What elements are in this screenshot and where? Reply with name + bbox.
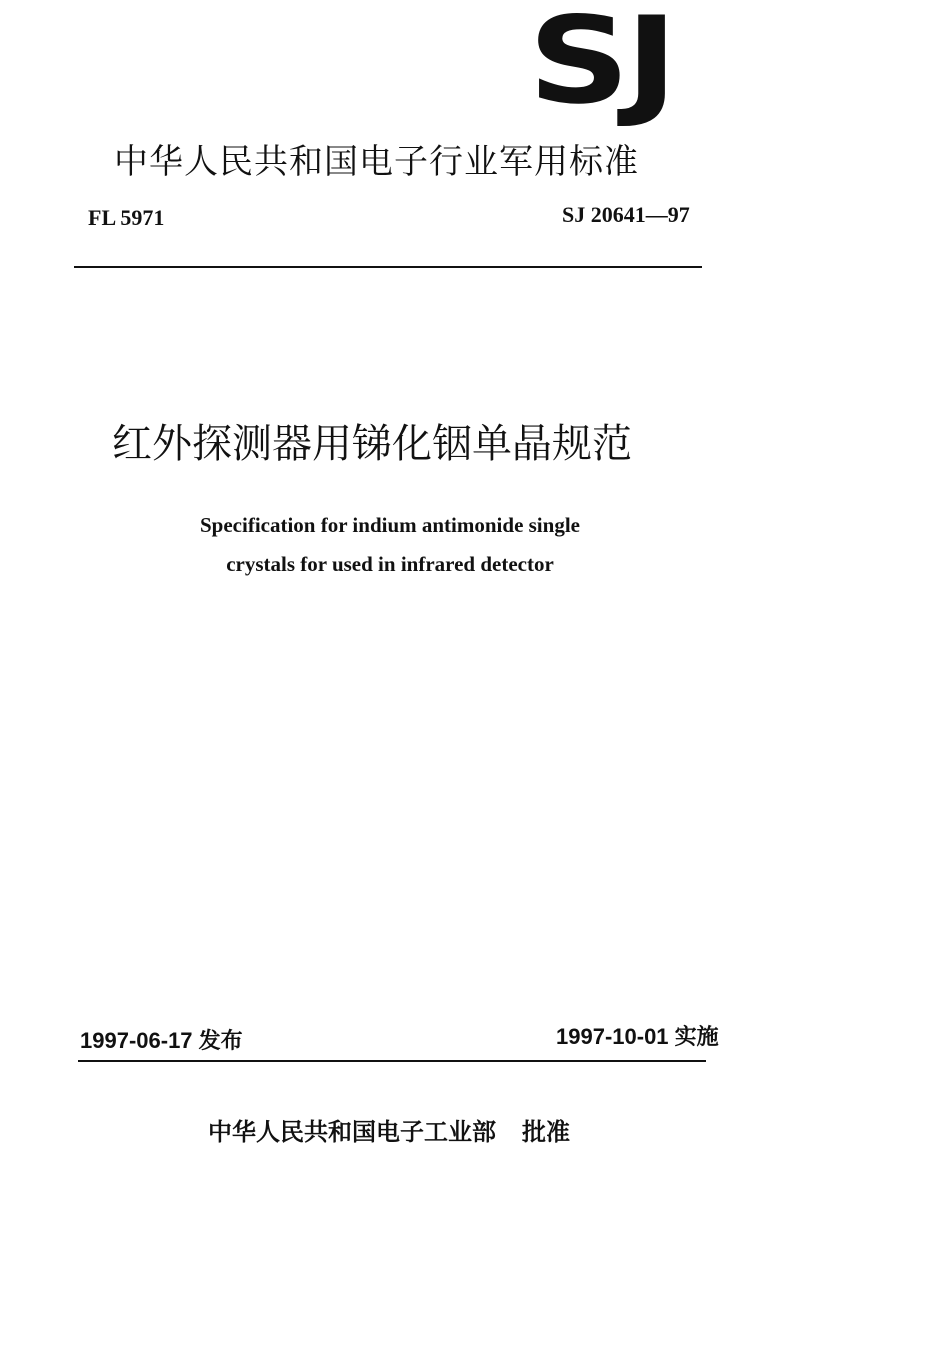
document-title-english — [150, 506, 630, 584]
approval-line — [208, 1112, 570, 1147]
english-title-line-1: Specification for indium antimonide single — [200, 513, 580, 537]
implementation-date: 1997-10-01 实施 — [556, 1024, 719, 1049]
document-title-chinese: 红外探测器用锑化铟单晶规范 — [112, 421, 632, 467]
standard-number: SJ 20641—97 — [562, 202, 690, 227]
approving-authority: 中华人民共和国电子工业部 — [208, 1118, 496, 1146]
classification-code: FL 5971 — [88, 205, 165, 230]
sj-logo: SJ — [528, 0, 674, 131]
approval-action: 批准 — [522, 1118, 570, 1146]
bottom-divider — [78, 1060, 706, 1062]
top-divider — [74, 266, 702, 268]
issue-date: 1997-06-17 发布 — [80, 1028, 243, 1053]
standard-category-heading: 中华人民共和国电子行业军用标准 — [114, 142, 639, 182]
english-title-line-2: crystals for used in infrared detector — [226, 552, 554, 576]
